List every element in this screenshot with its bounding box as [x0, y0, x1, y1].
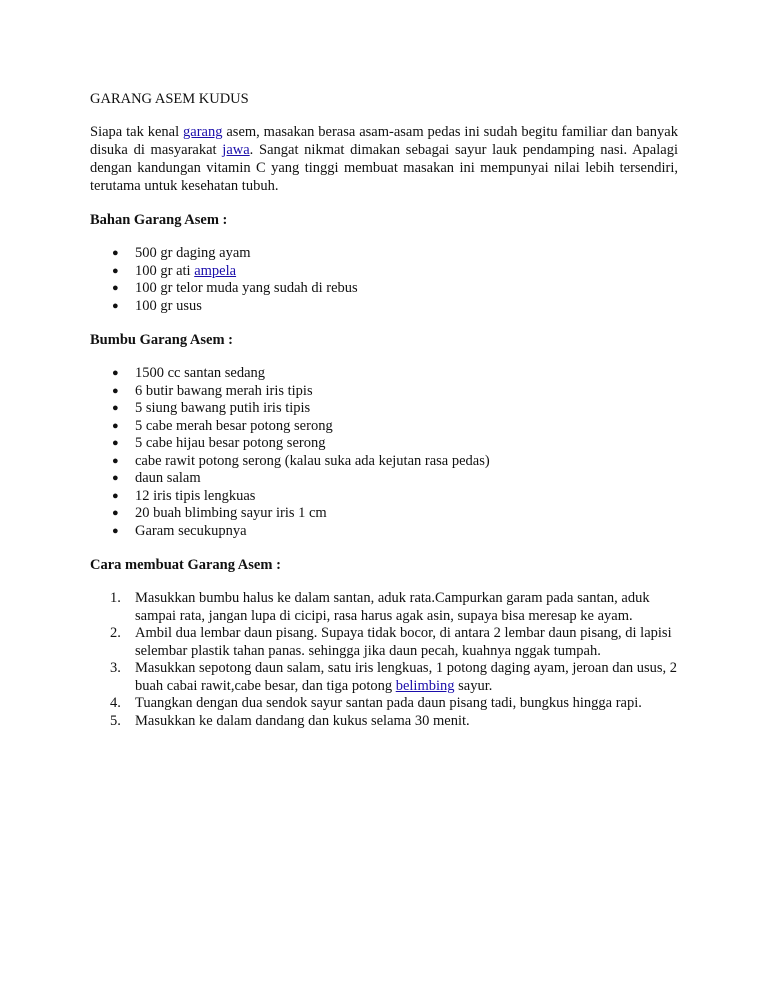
document-title: GARANG ASEM KUDUS — [90, 91, 249, 107]
step-item — [90, 590, 678, 625]
cara-steps-list — [90, 590, 678, 730]
list-item-text: cabe rawit potong serong (kalau suka ada kejutan rasa pedas) — [135, 452, 490, 469]
intro-paragraph — [90, 123, 678, 195]
step-text: Masukkan sepotong daun salam, satu iris lengkuas, 1 potong daging ayam, jeroan dan usus, 2 buah cabai rawit,cabe besar, dan tiga potong — [135, 660, 678, 694]
bahan-list — [90, 245, 678, 315]
list-item — [90, 488, 678, 506]
list-item — [90, 263, 678, 281]
list-item-text: 5 cabe merah besar potong serong — [135, 417, 333, 434]
bullet-icon: ● — [112, 247, 119, 259]
list-item — [90, 365, 678, 383]
bullet-icon: ● — [112, 524, 119, 537]
step-text: Masukkan bumbu halus ke dalam santan, aduk rata.Campurkan garam pada santan, aduk sampai rata, jangan lupa di cicipi, rasa harus agak asin, supaya bisa meresap ke ayam. — [135, 590, 650, 624]
bullet-icon: ● — [112, 282, 119, 294]
bullet-icon: ● — [112, 299, 119, 312]
step-item — [90, 660, 678, 695]
step-number: 5. — [110, 712, 121, 729]
step-item — [90, 625, 678, 660]
bullet-icon: ● — [112, 437, 119, 449]
list-item — [90, 470, 678, 488]
list-item — [90, 383, 678, 401]
list-item-text: 100 gr usus — [135, 297, 202, 314]
bullet-icon: ● — [112, 472, 119, 484]
list-item-text: daun salam — [135, 470, 201, 486]
list-item-text: 500 gr daging ayam — [135, 245, 251, 261]
bullet-icon: ● — [112, 507, 119, 519]
cara-heading: Cara membuat Garang Asem : — [90, 557, 281, 573]
bullet-icon: ● — [112, 384, 119, 397]
garang-link[interactable]: garang — [183, 124, 223, 140]
bumbu-heading: Bumbu Garang Asem : — [90, 332, 234, 348]
jawa-link[interactable]: jawa — [222, 142, 250, 158]
list-item-text: 12 iris tipis lengkuas — [135, 487, 256, 504]
document-page — [90, 90, 678, 730]
step-item — [90, 713, 678, 731]
step-text: Tuangkan dengan dua sendok sayur santan pada daun pisang tadi, bungkus hingga rapi. — [135, 695, 642, 711]
bullet-icon: ● — [112, 264, 119, 277]
step-number: 1. — [110, 590, 121, 606]
list-item-text: 20 buah blimbing sayur iris 1 cm — [135, 505, 327, 521]
belimbing-link[interactable]: belimbing — [395, 677, 455, 694]
list-item-text: 100 gr telor muda yang sudah di rebus — [135, 280, 358, 296]
intro-text-1: Siapa tak kenal — [90, 124, 184, 140]
list-item-text: 5 cabe hijau besar potong serong — [135, 435, 326, 451]
bahan-heading: Bahan Garang Asem : — [90, 212, 228, 228]
bullet-icon: ● — [112, 402, 119, 414]
step-text: Masukkan ke dalam dandang dan kukus selama 30 menit. — [135, 712, 470, 729]
bumbu-list — [90, 365, 678, 540]
step-number: 2. — [110, 625, 121, 641]
list-item — [90, 453, 678, 471]
step-number: 3. — [110, 660, 121, 676]
intro-text-3: . Sangat nikmat dimakan sebagai sayur lauk pendamping nasi. Apalagi dengan kandungan vitamin C yang tinggi membuat masakan ini mempunyai nilai lebih tersendiri, terutama untuk kesehatan tubuh. — [90, 142, 678, 194]
list-item-text: Garam secukupnya — [135, 522, 247, 539]
list-item — [90, 298, 678, 316]
step-number: 4. — [110, 695, 121, 711]
bullet-icon: ● — [112, 419, 119, 432]
list-item-text: 100 gr ati — [135, 262, 195, 279]
list-item — [90, 418, 678, 436]
list-item-text: 6 butir bawang merah iris tipis — [135, 382, 313, 399]
intro-text-2: asem, masakan berasa asam-asam pedas ini sudah begitu familiar dan banyak disuka di masyarakat — [90, 124, 678, 158]
list-item — [90, 245, 678, 263]
list-item — [90, 435, 678, 453]
step-text: Ambil dua lembar daun pisang. Supaya tidak bocor, di antara 2 lembar daun pisang, di lapisi selembar plastik tahan panas. sehingga jika daun pecah, kuahnya nggak tumpah. — [135, 625, 672, 659]
list-item — [90, 505, 678, 523]
step-item — [90, 695, 678, 713]
list-item — [90, 400, 678, 418]
bullet-icon: ● — [112, 454, 119, 467]
bullet-icon: ● — [112, 367, 119, 379]
step-text-end: sayur. — [454, 677, 493, 694]
list-item-text: 5 siung bawang putih iris tipis — [135, 400, 311, 416]
list-item-text: 1500 cc santan sedang — [135, 365, 266, 381]
list-item — [90, 280, 678, 298]
list-item — [90, 523, 678, 541]
bullet-icon: ● — [112, 489, 119, 502]
ampela-link[interactable]: ampela — [194, 262, 237, 279]
